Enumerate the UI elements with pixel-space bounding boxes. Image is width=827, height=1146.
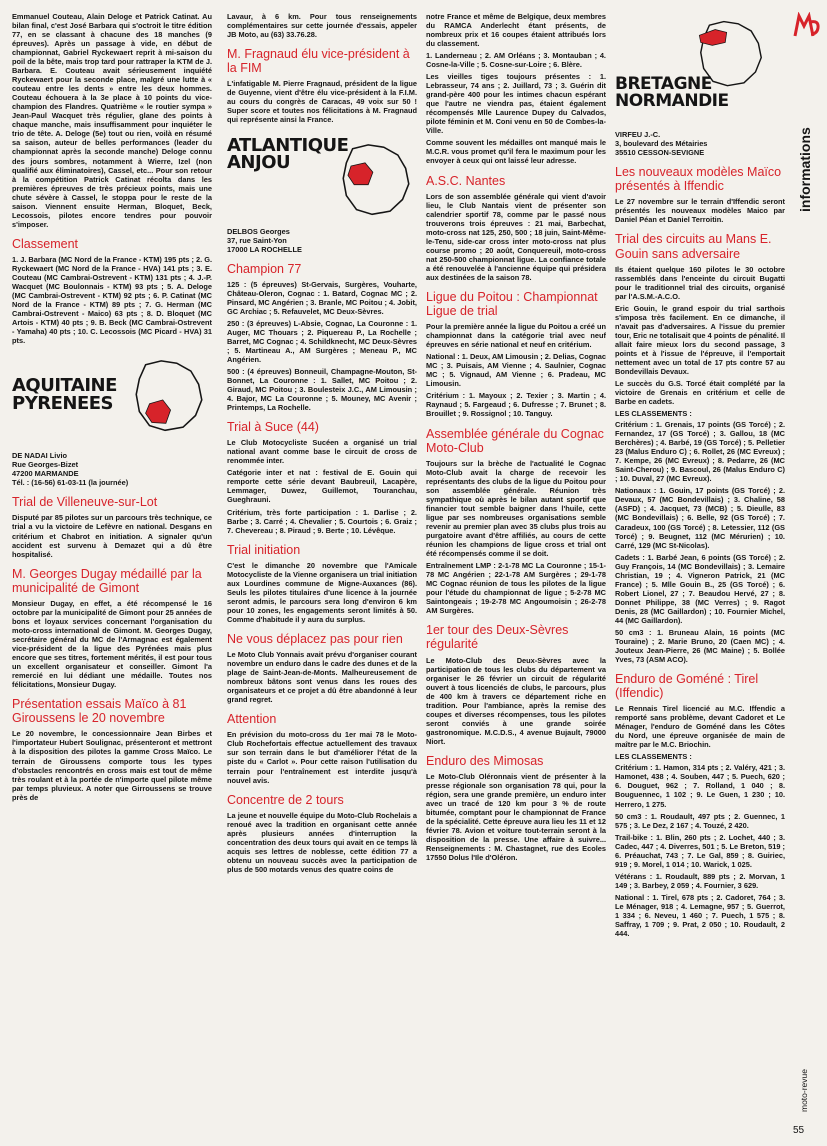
article-text: Les vieilles tiges toujours présentes : 1. Lebrasseur, 74 ans ; 2. Juillard, 73 ; 3. Guérin dit grand-père 400 pour les intimes chacun espérant que l'autre ne viendra pas, étaient également récompensés Mlle Laurence Dupey du Calvados, pilote féminin et M. Coni venu en 50 de Combes-la-Ville.	[426, 72, 606, 136]
section-title: Trial à Suce (44)	[227, 420, 319, 435]
column-1	[12, 12, 212, 1140]
section-title: Présentation essais Maïco à 81 Giroussens le 20 novembre	[12, 697, 187, 726]
article-text: notre France et même de Belgique, deux membres du RAMCA Anderlecht étant présents, de nombreux prix et 16 coupes étaient attribués lors du classement.	[426, 12, 606, 49]
article-text: Critérium : 1. Mayoux ; 2. Texier ; 3. Martin ; 4. Raynaud ; 5. Fargeaud ; 6. Dufresse ; 7. Brunet ; 8. Brouillet ; 9. Rossignol ; 10. Tanguy.	[426, 391, 606, 419]
region-name: AQUITAINE PYRENEES	[12, 375, 117, 414]
article-text: National : 1. Deux, AM Limousin ; 2. Delias, Cognac MC ; 3. Puisais, AM Vienne ; 4. Saulnier, Cognac MC ; 5. Vignaud, AM Vienne ; 6. Pradeau, MC Limousin.	[426, 352, 606, 389]
article-text: Le 27 novembre sur le terrain d'Iffendic seront présentés les nouveaux modèles Maico par Daniel Péan et Daniel Terroitin.	[615, 197, 785, 225]
article-text: Le Moto Club Yonnais avait prévu d'organiser courant novembre un enduro dans le cadre des dunes et de la plage de Saint-Jean-de-Monts. Malheureusement de nombreux bâtons sont venus dans les roues des organisateurs et ce projet a dû être abandonné à leur grand regret.	[227, 650, 417, 705]
classement-text: 1. J. Barbara (MC Nord de la France - KTM) 195 pts ; 2. G. Ryckewaert (MC Nord de la France - HVA) 141 pts ; 3. E. Couteau (MC Cambrai-Ostrevent - KTM) 131 pts ; 4. J.-P. Wacquet (MC Boulonnais - KTM) 93 pts ; 5. A. Deloge (MC Cambrai-Ostrevent - KTM) 92 pts ; 6. P. Catinat (MC Nord de la France - KTM) 89 pts ; 7. G. Herman (MC Cambrai-Ostrevent - Maico) 63 pts ; 8. D. Bloquet (MC Artois - KTM) 40 pts ; 9. B. Beck (MC Cambrai-Ostrevent - Yamaha) 40 pts ; 10. C. Lecossois (MC Picard - HVA) 31 pts.	[12, 254, 212, 346]
section-title: Concentre de 2 tours	[227, 792, 344, 807]
article-text: Le Moto-Club Oléronnais vient de présenter à la presse régionale son organisation 78 qui, pour la région, sera une grande première, un enduro inter avec un tracé de 120 km pour 3 % de route bitumée, comptant pour le championnat de France de la spécialité. Cette épreuve aura lieu les 11 et 12 février 78. Avion et voiture tout-terrain seront à la disposition de la presse. Une affaire à suivre... Renseignements : M. Chastagnet, rue des Ecoles 17550 Dolus l'Ile d'Oléron.	[426, 771, 606, 863]
region-header-aquitaine	[12, 351, 212, 447]
article-text: 250 : (3 épreuves) L-Absie, Cognac, La Couronne : 1. Auger, MC Thouars ; 2. Piquereau P., La Rochelle ; Barret, MC Cognac ; 4. Schildknecht, MC Deux-Sèvres ; 5. Martineau A., AM Surgères ; Meneau P., MC Angérien.	[227, 318, 417, 364]
address-line: 17000 LA ROCHELLE	[227, 244, 302, 254]
section-title: A.S.C. Nantes	[426, 173, 506, 188]
classement-text: Vétérans : 1. Roudault, 889 pts ; 2. Morvan, 1 149 ; 3. Barbey, 2 059 ; 4. Fournier, 3 629.	[615, 871, 785, 890]
address-line: VIRFEU J.-C.	[615, 130, 661, 139]
classement-text: 50 cm3 : 1. Roudault, 497 pts ; 2. Guennec, 1 575 ; 3. Le Dez, 2 167 ; 4. Touzé, 2 420.	[615, 811, 785, 830]
column-4	[615, 12, 785, 1140]
article-text: 500 : (4 épreuves) Bonneuil, Champagne-Mouton, St-Bonnet, La Couronne : 1. Sallet, MC Poitou ; 2. Giraud, MC Poitou ; 3. Boulesteix J.C., AM Limousin ; 4. Bajor, MC La Couronne ; 5. Mouney, MC Avenir ; Printemps, La Rochelle.	[227, 367, 417, 413]
subheading: LES CLASSEMENTS :	[615, 409, 692, 419]
section-title: Les nouveaux modèles Maïco présentés à Iffendic	[615, 165, 782, 194]
section-title: 1er tour des Deux-Sèvres régularité	[426, 623, 569, 652]
article-text: Monsieur Dugay, en effet, a été récompensé le 16 octobre par la municipalité de Gimont pour 25 années de bons et loyaux services concernant l'organisation du moto-cross international de Gimont. M. Georges Dugay, secrétaire général du MC de l'Armagnac est également vice-président de la ligue des Pyrénées mais plus encore que ses titres, fortement mérités, il est pour tous un excellent organisateur et conseiller. Gimont l'a remercié en lui dédiant une médaille. Toutes nos félicitations, Monsieur Dugay.	[12, 598, 212, 690]
section-title: M. Fragnaud élu vice-président à la FIM	[227, 47, 410, 76]
subheading: LES CLASSEMENTS :	[615, 752, 692, 762]
section-label: informations	[797, 127, 813, 212]
article-text: Le Moto-Club des Deux-Sèvres avec la participation de tous les clubs du département va organiser le 26 février un circuit de régularité ouvert à tous licenciés de clubs, le parcours, plus de 400 km à travers ce département riche en tradition. Pour l'ambiance, après la remise des coupes et diverses récompenses, tous les pilotes seront conviés à une grande soirée gastronomique. M.C.D.S., 4 avenue Bujault, 79000 Niort.	[426, 655, 606, 746]
section-title: Enduro des Mimosas	[426, 753, 544, 768]
section-title: Trial des circuits au Mans E. Gouin sans adversaire	[615, 232, 772, 261]
classement-text: Critérium : 1. Grenais, 17 points (GS Torcé) ; 2. Fernandez, 17 (GS Torcé) ; 3. Gallou, 18 (MC Berchères) ; 4. Barbé, 19 (GS Torcé) ; 5. Pelletier 23 (Malus Enduro C) ; 6. Rollet, 26 (MC Evreux) ; 7. Kempe, 26 (MC Evreux) ; 8. Pedarre, 26 (MC Saint-Cherou) ; 9. Bascoul, 26 (Malus Enduro C) ; 10. Duval, 27 (MC Evreux).	[615, 420, 785, 484]
address-line: 37, rue Saint-Yon	[227, 235, 287, 245]
correspondent-address	[615, 130, 785, 157]
classement-text: Nationaux : 1. Gouin, 17 points (GS Torcé) ; 2. Devaux, 57 (MC Bondevillais) ; 3. Chaline, 58 (ASFD) ; 4. Jacquet, 73 (MCB) ; 5. Dieulle, 83 (MC Bondevillais) ; 6. Belle, 92 (GS Torcé) ; 7. Caradeux, 100 (GS Torcé) ; 8. Letessier, 112 (GS Torcé) ; 9. Beugnet, 112 (MC Mérurien) ; 10. Carré, 129 (MC St-Nicolas).	[615, 486, 785, 550]
article-text: En prévision du moto-cross du 1er mai 78 le Moto-Club Rochefortais effectue actuellement des travaux sur son terrain dans le but d'améliorer l'état de la piste du « Carlot ». Pour cette raison l'utilisation du terrain pour l'entraînement est interdite jusqu'à nouvel avis.	[227, 730, 417, 785]
region-name: ATLANTIQUE ANJOU	[227, 134, 349, 174]
section-title: Attention	[227, 712, 277, 727]
article-text: L'infatigable M. Pierre Fragnaud, président de la ligue de Guyenne, vient d'être élu vice-président à la F.I.M. au cours du congrès de Caracas, 49 voix sur 50 ! Super score et toutes nos félicitations à M. Fragnaud qui représente ainsi la France.	[227, 79, 417, 125]
article-text: Comme souvent les médailles ont manqué mais le M.C.R. vous promet qu'il fera le maximum pour les envoyer à ceux qui ont laissé leur adresse.	[426, 138, 606, 166]
address-line: Tél. : (16-56) 61-03-11 (la journée)	[12, 478, 129, 488]
article-text: Ils étaient quelque 160 pilotes le 30 octobre rassemblés dans l'enceinte du circuit Bugatti pour le traditionnel trial des circuits, organisé par l'A.S.M.-A.C.O.	[615, 264, 785, 301]
article-text: Le Rennais Tirel licencié au M.C. Iffendic a remporté sans problème, devant Cadoret et Le Ménager, l'enduro de Goméné dans les Côtes du Nord, une épreuve organisée de main de maître par le M.C. Briochin.	[615, 704, 785, 750]
article-text: Toujours sur la brèche de l'actualité le Cognac Moto-Club avait la charge de recevoir les représentants des clubs de la ligue du Poitou pour son assemblée générale. Réunion très sympathique où après le bilan autant sportif que financier tout semble baigner dans l'huile, cette ligue par ses nombreuses organisations semble revenir au premier plan avec 35 clubs plus trois au purgatoire avant d'être affiliés, au cours de cette réunion les champions de ligue cross et trial ont été récompensés comme il se doit.	[426, 458, 606, 559]
magazine-logo-icon	[793, 12, 821, 38]
section-title: M. Georges Dugay médaillé par la municipalité de Gimont	[12, 566, 202, 595]
correspondent-address	[12, 451, 212, 487]
article-text: Le 20 novembre, le concessionnaire Jean Birbes et l'importateur Hubert Soulignac, présenteront et mettront à la disposition des pilotes la gamme Cross Maïco. Le terrain de Giroussens comporte tous les types d'obstacles rencontrés en cross mais est tout de même très roulant et à la portée de n'importe quel pilote même par temps pluvieux. A noter que Girroussens se trouve près de	[12, 729, 212, 802]
section-title: Enduro de Goméné : Tirel (Iffendic)	[615, 671, 759, 701]
article-text: Entraînement LMP : 2-1-78 MC La Couronne ; 15-1-78 MC Angérien ; 22-1-78 AM Surgères ; 29-1-78 MC Cognac réunion de tous les pilotes de la ligue pour l'étude du championnat de ligue ; 5-2-78 MC Saintongeais ; 19-2-78 MC Angoumoisin ; 26-2-78 AM Surgères.	[426, 561, 606, 616]
article-text: La jeune et nouvelle équipe du Moto-Club Rochelais a renoué avec la tradition en organisant cette année après plusieurs années d'interruption la concentration des deux tours qui avait en ce temps là acquis ses lettres de noblesse, cette édition 77 a obtenu un nouveau succès avec la participation de plus de 500 motards venus des quatre coins de	[227, 810, 417, 874]
section-title: Trial de Villeneuve-sur-Lot	[12, 495, 158, 510]
classement-text: Critérium : 1. Hamon, 314 pts ; 2. Valéry, 421 ; 3. Hamonet, 438 ; 4. Souben, 447 ; 5. Puech, 620 ; 6. Douguet, 962 ; 7. Rolland, 1 040 ; 8. Bouguennec, 1 102 ; 9. Le Guen, 1 230 ; 10. Herrero, 1 275.	[615, 763, 785, 809]
article-text: 125 : (5 épreuves) St-Gervais, Surgères, Vouharte, Château-Oleron, Cognac : 1. Batard, Cognac MC ; 2. Pinsard, MC Angérien ; 3. Branle, MC Poitou ; 4. Jobit, GC Archiac ; 5. Refauvelet, MC Deux-Sèvres.	[227, 279, 417, 316]
article-text: Disputé par 85 pilotes sur un parcours très technique, ce trial a vu la victoire de Lefèvre en national. Desgans en critérium et Chabrot en initiation. A signaler qu'un accident est survenu à Demazet qui a dû être hospitalisé.	[12, 513, 212, 559]
article-text: Catégorie inter et nat : festival de E. Gouin qui remporte cette série devant Baubreuil, Lacapère, Lemmager, Duwez, Guillemot, Touranchau, Gueghrauni.	[227, 468, 417, 505]
region-header-bretagne	[615, 18, 785, 126]
address-line: Rue Georges-Bizet	[12, 460, 79, 470]
address-line: 35510 CESSON-SEVIGNE	[615, 148, 705, 158]
article-text: Le Club Motocycliste Sucéen a organisé un trial national avant comme base le circuit de cross de renommée inter.	[227, 438, 417, 466]
article-text: Eric Gouin, le grand espoir du trial sarthois s'imposa très facilement. En ce dimanche, il n'avait pas d'adversaires. A l'issue du premier tour, Eric ne totalisait que 4 points de pénalité. Il allait faire mieux lors du second passage, 3 points et à l'issue de l'épreuve, il l'emportait nettement avec un total de 17 pts contre 57 au Bondevillais Devaux.	[615, 303, 785, 377]
article-text: Lavaur, à 6 km. Pour tous renseignements complémentaires sur cette journée d'essais, appeler JB Moto, au (63) 33.76.28.	[227, 12, 417, 40]
article-text: Pour la première année la ligue du Poitou a créé un championnat dans la catégorie trial avec neuf épreuves en série national et neuf en critérium.	[426, 322, 606, 350]
article-text: Lors de son assemblée générale qui vient d'avoir lieu, le Club Nantais vient de présenter son calendrier sportif 78, comme par le passé nous trouverons trois épreuves : 21 mai, Barbechat, moto-cross nat 125, 250, 500 ; 18 juin, Saint-Même-le-Tenu, side-car cross inter moto-cross nat plus course promo ; 20 août, Conquereuil, moto-cross nat 250-500 championnat ligue. La confiance totale a été renouvelée à l'ancienne équipe qui présidera aux destinées de la saison 78.	[426, 191, 606, 282]
magazine-name: moto-revue	[799, 1069, 809, 1112]
address-line: DELBOS Georges	[227, 226, 290, 236]
address-line: 3, boulevard des Métairies	[615, 139, 708, 149]
classement-text: Cadets : 1. Barbé Jean, 6 points (GS Torcé) ; 2. Guy François, 14 (MC Bondevillais) ; 3. Lemaire Christian, 19 ; 4. Vigneron Patrick, 21 (MC France) ; 5. Mlle Gouin B., 25 (GS Torcé) ; 6. Robert Lionel, 27 ; 7. Beaudou Hervé, 27 ; 8. Donnet Philippe, 38 (MC Verres) ; 9. Ragot Denis, 28 (MC Gaillardon) ; 10. Fournier Michel, 44 (MC Gaillardon).	[615, 552, 785, 625]
address-line: DE NADAI Livio	[12, 451, 68, 461]
region-name: BRETAGNE NORMANDIE	[615, 74, 729, 111]
page-sidebar	[793, 12, 821, 1140]
article-text: Critérium, très forte participation : 1. Darlise ; 2. Barbe ; 3. Carré ; 4. Chevalier ; 5. Courtois ; 6. Graiz ; 7. Chevereau ; 8. Piraud ; 9. Berte ; 10. Lévêque.	[227, 507, 417, 535]
article-text: 1. Landerneau ; 2. AM Orléans ; 3. Montauban ; 4. Cosne-la-Ville ; 5. Cosne-sur-Loire ; 6. Blère.	[426, 51, 606, 70]
region-header-atlantique	[227, 131, 417, 223]
region-map-icon	[130, 357, 208, 435]
classement-text: 50 cm3 : 1. Bruneau Alain, 16 points (MC Touraine) ; 2. Marie Bruno, 20 (Caen MC) ; 4. Jouteux Jean-Pierre, 26 (MC Maine) ; 5. Bollée Yves, 73 (ASM ACO).	[615, 627, 785, 664]
column-3	[426, 12, 606, 1140]
article-text: C'est le dimanche 20 novembre que l'Amicale Motocycliste de la Vienne organisera un trial initiation aux Lourdines commune de Migne-Auxances (86). Seuls les pilotes titulaires d'une licence à la journée seront admis, le parcours sera long d'environ 6 km pour 10 zones, les engagements seront limités à 50. Comme d'habitude il y aura du surplus.	[227, 560, 417, 624]
classement-text: Trail-bike : 1. Blin, 260 pts ; 2. Lochet, 440 ; 3. Cadec, 447 ; 4. Diverres, 501 ; 5. Le Breton, 519 ; 6. Préauchat, 743 ; 7. Le Gal, 859 ; 8. Guiriec, 919 ; 9. Morel, 1 014 ; 10. Warick, 1 025.	[615, 832, 785, 869]
section-title: Assemblée générale du Cognac Moto-Club	[426, 426, 604, 455]
section-title: Trial initiation	[227, 542, 301, 557]
address-line: 47200 MARMANDE	[12, 469, 79, 479]
region-map-icon	[337, 141, 415, 219]
classement-text: National : 1. Tirel, 678 pts ; 2. Cadoret, 764 ; 3. Le Ménager, 918 ; 4. Lemagne, 957 ; 5. Guerrot, 1 334 ; 6. Neveu, 1 460 ; 7. Puech, 1 575 ; 8. Saffray, 1 709 ; 9. Prat, 2 050 ; 10. Roudault, 2 444.	[615, 892, 785, 938]
section-title: Classement	[12, 236, 78, 251]
article-text: Emmanuel Couteau, Alain Deloge et Patrick Catinat. Au bilan final, c'est José Barbara qui s'octroit le titre édition 77, en se classant à chacune des 18 manches (9 épreuves). Après un passage à vide, en début de championnat, Gabriel Ryckewaert reprit à mi-saison du poil de la bête, mais trop tard pour rattraper la KTM de J. Barbara. E. Couteau avait sérieusement inquiété Ryckewaert pour la seconde place, malgré une lutte à « couteau entre les dents » entre les deux hommes. Couteau échouera à la 3e place à 10 points du vice-champion des Flandres. Quatrième « le routier sympa » Jean-Paul Wacquet très régulier, glane des points à chaque manche, mais insuffisamment pour inquiéter le trio de tête. A. Deloge (5e) tout ou rien, voilà en résumé sa saison, auteur de belles performances (leader du championnat après la seconde manche) Deloge connu des jours sombres, notamment à Wierre, Izel (non qualifié aux éliminatoires), Cassel, etc... Pour son retour à la compétition Patrick Catinat récolta dans les premières épreuves de très précieux points, mais une chute sévère à Cassel, le stoppa pour le reste de la saison. Viennent ensuite Herman, Bloquet, Beck, Lecossois, pilotes encore tendres pour pouvoir s'imposer.	[12, 12, 212, 229]
section-title: Ligue du Poitou : Championnat Ligue de trial	[426, 289, 598, 319]
article-text: Le succès du G.S. Torcé était complété par la victoire de Grenais en critérium et celle de Barbe en cadets.	[615, 379, 785, 407]
section-title: Champion 77	[227, 261, 302, 276]
section-title: Ne vous déplacez pas pour rien	[227, 631, 403, 646]
page-number: 55	[793, 1125, 805, 1136]
column-2	[227, 12, 417, 1140]
correspondent-address	[227, 227, 417, 254]
